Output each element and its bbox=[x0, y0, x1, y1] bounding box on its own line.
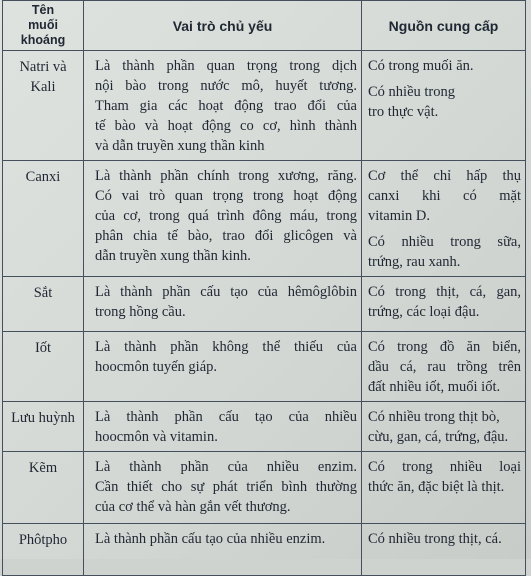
source-line: tro thực vật. bbox=[368, 104, 439, 120]
mineral-source bbox=[362, 402, 526, 452]
mineral-role bbox=[84, 452, 362, 524]
source-line: Có nhiều trong thịt bò, bbox=[368, 409, 500, 425]
source-line: Có trong muối ăn. bbox=[368, 58, 474, 74]
header-role: Vai trò chủ yếu bbox=[84, 1, 362, 51]
source-line: Có nhiều trong thịt, cá. bbox=[368, 531, 502, 547]
header-mineral-line: Tên bbox=[31, 3, 55, 17]
source-line: trứng, rau xanh. bbox=[368, 254, 461, 270]
source-line: Có trong đồ ăn biển, bbox=[368, 339, 521, 355]
mineral-source bbox=[362, 524, 526, 576]
mineral-role-line: Là thành phần cấu tạo của nhiều bbox=[95, 409, 357, 425]
source-line: dầu cá, rau trồng trên bbox=[368, 359, 521, 375]
mineral-name-line: Natri và bbox=[19, 59, 67, 75]
mineral-name bbox=[3, 277, 84, 332]
mineral-role-line: và dẫn truyền xung thần kinh bbox=[95, 138, 265, 154]
table-row bbox=[3, 277, 526, 332]
mineral-role bbox=[84, 161, 362, 277]
mineral-source bbox=[362, 332, 526, 402]
mineral-name-line: Kẽm bbox=[28, 460, 58, 476]
source-paragraph bbox=[368, 282, 521, 322]
mineral-name bbox=[3, 51, 84, 161]
mineral-name-line: Sắt bbox=[33, 285, 53, 301]
mineral-name-line: Phôtpho bbox=[18, 532, 68, 548]
mineral-role-line: Là thành phần không thể thiếu của bbox=[95, 339, 357, 355]
source-line: trứng, các loại đậu. bbox=[368, 304, 480, 320]
source-line: vitamin D. bbox=[368, 208, 431, 224]
mineral-name bbox=[3, 524, 84, 576]
mineral-salts-table bbox=[2, 0, 526, 576]
source-line: Có nhiều trong sữa, bbox=[368, 234, 521, 250]
source-paragraph bbox=[368, 337, 521, 397]
mineral-role-line: Là thành phần quan trọng trong dịch bbox=[95, 58, 357, 74]
source-paragraph bbox=[368, 529, 521, 549]
mineral-name bbox=[3, 452, 84, 524]
mineral-name bbox=[3, 402, 84, 452]
mineral-name-line: Canxi bbox=[25, 169, 61, 185]
mineral-role-line: Cần thiết cho sự phát triển bình thường bbox=[95, 479, 357, 495]
mineral-role-line: Có vai trò quan trọng trong hoạt động bbox=[95, 188, 357, 204]
mineral-source bbox=[362, 277, 526, 332]
mineral-role bbox=[84, 332, 362, 402]
header-mineral bbox=[3, 1, 84, 51]
table-row bbox=[3, 51, 526, 161]
mineral-name-line: Iốt bbox=[34, 340, 52, 356]
source-paragraph bbox=[368, 166, 521, 226]
mineral-source bbox=[362, 452, 526, 524]
table-row bbox=[3, 452, 526, 524]
table-row bbox=[3, 161, 526, 277]
mineral-role-line: Là thành phần cấu tạo của nhiều enzim. bbox=[95, 531, 326, 547]
mineral-role-line: Là thành phần chính trong xương, răng. bbox=[95, 168, 357, 184]
mineral-source bbox=[362, 51, 526, 161]
mineral-role bbox=[84, 402, 362, 452]
header-mineral-line: muối khoáng bbox=[20, 18, 66, 47]
mineral-role-line: hoocmôn tuyến giáp. bbox=[95, 359, 218, 375]
source-line: đất nhiều iốt, muối iốt. bbox=[368, 379, 501, 395]
mineral-role-line: Là thành phần của nhiều enzim. bbox=[95, 459, 357, 475]
source-line: Có trong nhiều loại bbox=[368, 459, 521, 475]
source-line: Cơ thể chỉ hấp thụ bbox=[368, 168, 521, 184]
source-paragraph bbox=[368, 407, 521, 447]
mineral-role-line: Là thành phần cấu tạo của hêmôglôbin bbox=[95, 284, 357, 300]
mineral-role-line: phân chia tế bào, trao đổi glicôgen và bbox=[95, 228, 357, 244]
source-line: thức ăn, đặc biệt là thịt. bbox=[368, 479, 505, 495]
mineral-name bbox=[3, 332, 84, 402]
mineral-role-line: tế bào và hoạt động co cơ, hình thành bbox=[95, 118, 357, 134]
table-row bbox=[3, 332, 526, 402]
source-line: cừu, gan, cá, trứng, đậu. bbox=[368, 429, 509, 445]
source-paragraph bbox=[368, 457, 521, 497]
mineral-role-line: Tham gia các hoạt động trao đổi của bbox=[95, 98, 357, 114]
mineral-role-line: dẫn truyền xung thần kinh. bbox=[95, 248, 251, 264]
table-header-row bbox=[3, 1, 526, 51]
table-row bbox=[3, 402, 526, 452]
mineral-role-line: trong hồng cầu. bbox=[95, 304, 186, 320]
source-line: canxi khi có mặt bbox=[368, 188, 521, 204]
header-source: Nguồn cung cấp bbox=[362, 1, 526, 51]
source-paragraph bbox=[368, 232, 521, 272]
source-line: Có nhiều trong bbox=[368, 84, 455, 100]
mineral-name bbox=[3, 161, 84, 277]
mineral-role-line: nội bào trong nước mô, huyết tương. bbox=[95, 78, 357, 94]
mineral-role bbox=[84, 51, 362, 161]
mineral-name-line: Lưu huỳnh bbox=[11, 410, 75, 426]
table-row bbox=[3, 524, 526, 576]
source-paragraph bbox=[368, 82, 521, 122]
mineral-source bbox=[362, 161, 526, 277]
mineral-role-line: hoocmôn và vitamin. bbox=[95, 429, 218, 445]
source-paragraph bbox=[368, 56, 521, 76]
mineral-role-line: của cơ, trong quá trình đông máu, trong bbox=[95, 208, 357, 224]
mineral-role-line: của cơ thể và hàn gắn vết thương. bbox=[95, 499, 291, 515]
mineral-name-line: Kali bbox=[30, 79, 56, 95]
mineral-role bbox=[84, 277, 362, 332]
mineral-role bbox=[84, 524, 362, 576]
source-line: Có trong thịt, cá, gan, bbox=[368, 284, 521, 300]
